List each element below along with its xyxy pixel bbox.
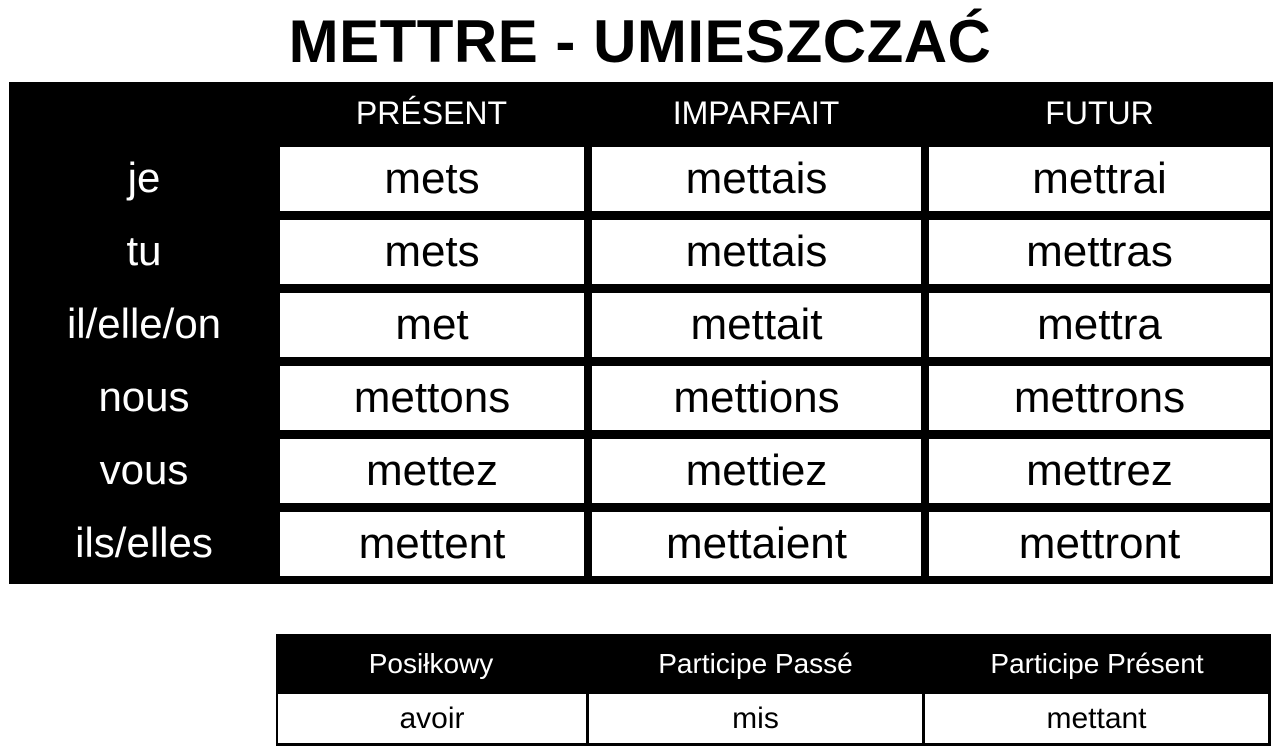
cell-vous-futur: mettrez [929, 439, 1270, 503]
pronoun-je: je [127, 154, 161, 201]
page-title: METTRE - UMIESZCZAĆ [288, 7, 992, 75]
cell-vous-imparfait: mettiez [592, 439, 921, 503]
value-auxiliary: avoir [278, 694, 586, 743]
cell-je-imparfait: mettais [592, 147, 921, 211]
cell-il-imparfait: mettait [592, 293, 921, 357]
cell-ils-present: mettent [280, 512, 584, 576]
cell-il-futur: mettra [929, 293, 1270, 357]
pronoun-ils-elles: ils/elles [75, 519, 213, 566]
conjugation-table [9, 82, 1273, 584]
cell-je-present: mets [280, 147, 584, 211]
pronoun-nous: nous [98, 373, 190, 420]
cell-il-present: met [280, 293, 584, 357]
value-participe-present: mettant [925, 694, 1268, 743]
cell-vous-present: mettez [280, 439, 584, 503]
cell-tu-present: mets [280, 220, 584, 284]
cell-ils-futur: mettront [929, 512, 1270, 576]
header-imparfait: IMPARFAIT [672, 94, 840, 131]
pronoun-tu: tu [126, 227, 162, 274]
header-participe-passe: Participe Passé [658, 648, 853, 679]
cell-je-futur: mettrai [929, 147, 1270, 211]
cell-tu-imparfait: mettais [592, 220, 921, 284]
cell-nous-present: mettons [280, 366, 584, 430]
header-futur: FUTUR [1045, 94, 1154, 131]
cell-nous-futur: mettrons [929, 366, 1270, 430]
value-participe-passe: mis [589, 694, 922, 743]
header-participe-present: Participe Présent [990, 648, 1204, 679]
pronoun-il-elle-on: il/elle/on [66, 300, 222, 347]
pronoun-vous: vous [99, 446, 189, 493]
header-auxiliary: Posiłkowy [368, 648, 494, 679]
cell-tu-futur: mettras [929, 220, 1270, 284]
header-present: PRÉSENT [355, 94, 508, 131]
participles-table [276, 634, 1271, 746]
cell-ils-imparfait: mettaient [592, 512, 921, 576]
cell-nous-imparfait: mettions [592, 366, 921, 430]
